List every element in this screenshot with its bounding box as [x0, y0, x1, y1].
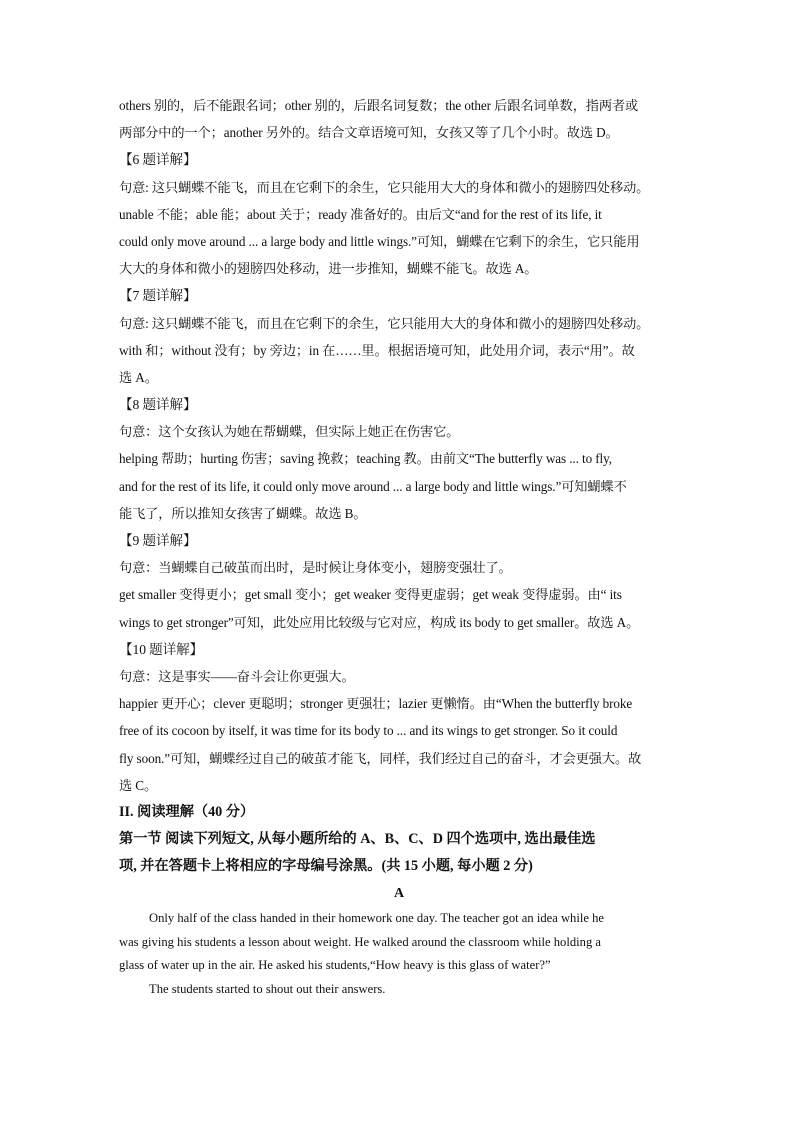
text-line: 句意：这是事实——奋斗会让你更强大。: [119, 668, 355, 684]
passage-line: was giving his students a lesson about weight. He walked around the classroom while holding a: [119, 934, 601, 949]
text-line: 选 C。: [119, 777, 158, 793]
text-line: wings to get stronger”可知，此处应用比较级与它对应，构成 its body to get smaller。故选 A。: [119, 614, 640, 630]
text-line: happier 更开心；clever 更聪明；stronger 更强壮；lazier 更懒惰。由“When the butterfly broke: [119, 696, 633, 712]
text-line: 大大的身体和微小的翅膀四处移动，进一步推知，蝴蝶不能飞。故选 A。: [119, 261, 538, 277]
question-heading-9: 【9 题详解】: [119, 533, 197, 548]
text-line: could only move around ... a large body and little wings.”可知，蝴蝶在它剩下的余生，它只能用: [119, 233, 640, 249]
text-line: unable 不能；able 能；about 关于；ready 准备好的。由后文“and for the rest of its life, it: [119, 206, 602, 222]
text-line: 句意: 这只蝴蝶不能飞，而且在它剩下的余生，它只能用大大的身体和微小的翅膀四处移动。: [119, 315, 650, 331]
passage-line: Only half of the class handed in their homework one day. The teacher got an idea while he: [149, 911, 604, 926]
text-line: helping 帮助；hurting 伤害；saving 挽救；teaching 教。由前文“The butterfly was ... to fly,: [119, 451, 612, 467]
section-instructions-line: 第一节 阅读下列短文, 从每小题所给的 A、B、C、D 四个选项中, 选出最佳选: [119, 831, 596, 848]
text-line: and for the rest of its life, it could only move around ... a large body and little wings.”可知蝴蝶不: [119, 478, 627, 494]
passage-line: The students started to shout out their answers.: [149, 981, 386, 996]
text-line: 能飞了，所以推知女孩害了蝴蝶。故选 B。: [119, 505, 367, 521]
question-heading-10: 【10 题详解】: [119, 641, 204, 657]
text-line: with 和；without 没有；by 旁边；in 在……里。根据语境可知，此处用介词，表示“用”。故: [119, 342, 635, 358]
text-line: 句意: 这只蝴蝶不能飞，而且在它剩下的余生，它只能用大大的身体和微小的翅膀四处移动。: [119, 179, 650, 195]
section-instructions-line: 项, 并在答题卡上将相应的字母编号涂黑。(共 15 小题, 每小题 2 分): [119, 858, 533, 875]
question-heading-7: 【7 题详解】: [119, 288, 197, 304]
passage-line: glass of water up in the air. He asked his students,“How heavy is this glass of water?”: [119, 958, 551, 973]
text-line: 句意：这个女孩认为她在帮蝴蝶，但实际上她正在伤害它。: [119, 424, 460, 440]
passage-label: A: [393, 886, 405, 902]
document-page: [119, 92, 679, 1001]
text-line: get smaller 变得更小；get small 变小；get weaker 变得更虚弱；get weak 变得虚弱。由“ its: [119, 587, 622, 603]
question-heading-6: 【6 题详解】: [119, 152, 197, 168]
section-title: II. 阅读理解（40 分）: [119, 803, 255, 820]
text-line: 两部分中的一个；another 另外的。结合文章语境可知，女孩又等了几个小时。故选 D。: [119, 125, 619, 141]
text-line: 选 A。: [119, 369, 158, 385]
text-line: fly soon.”可知，蝴蝶经过自己的破茧才能飞，同样，我们经过自己的奋斗，才会更强大。故: [119, 750, 642, 766]
text-line: others 别的，后不能跟名词；other 别的，后跟名词复数；the other 后跟名词单数，指两者或: [119, 98, 639, 113]
question-heading-8: 【8 题详解】: [119, 397, 197, 413]
text-line: free of its cocoon by itself, it was time for its body to ... and its wings to get stronger. So it could: [119, 723, 618, 739]
text-line: 句意：当蝴蝶自己破茧而出时，是时候让身体变小，翅膀变强壮了。: [119, 560, 512, 576]
